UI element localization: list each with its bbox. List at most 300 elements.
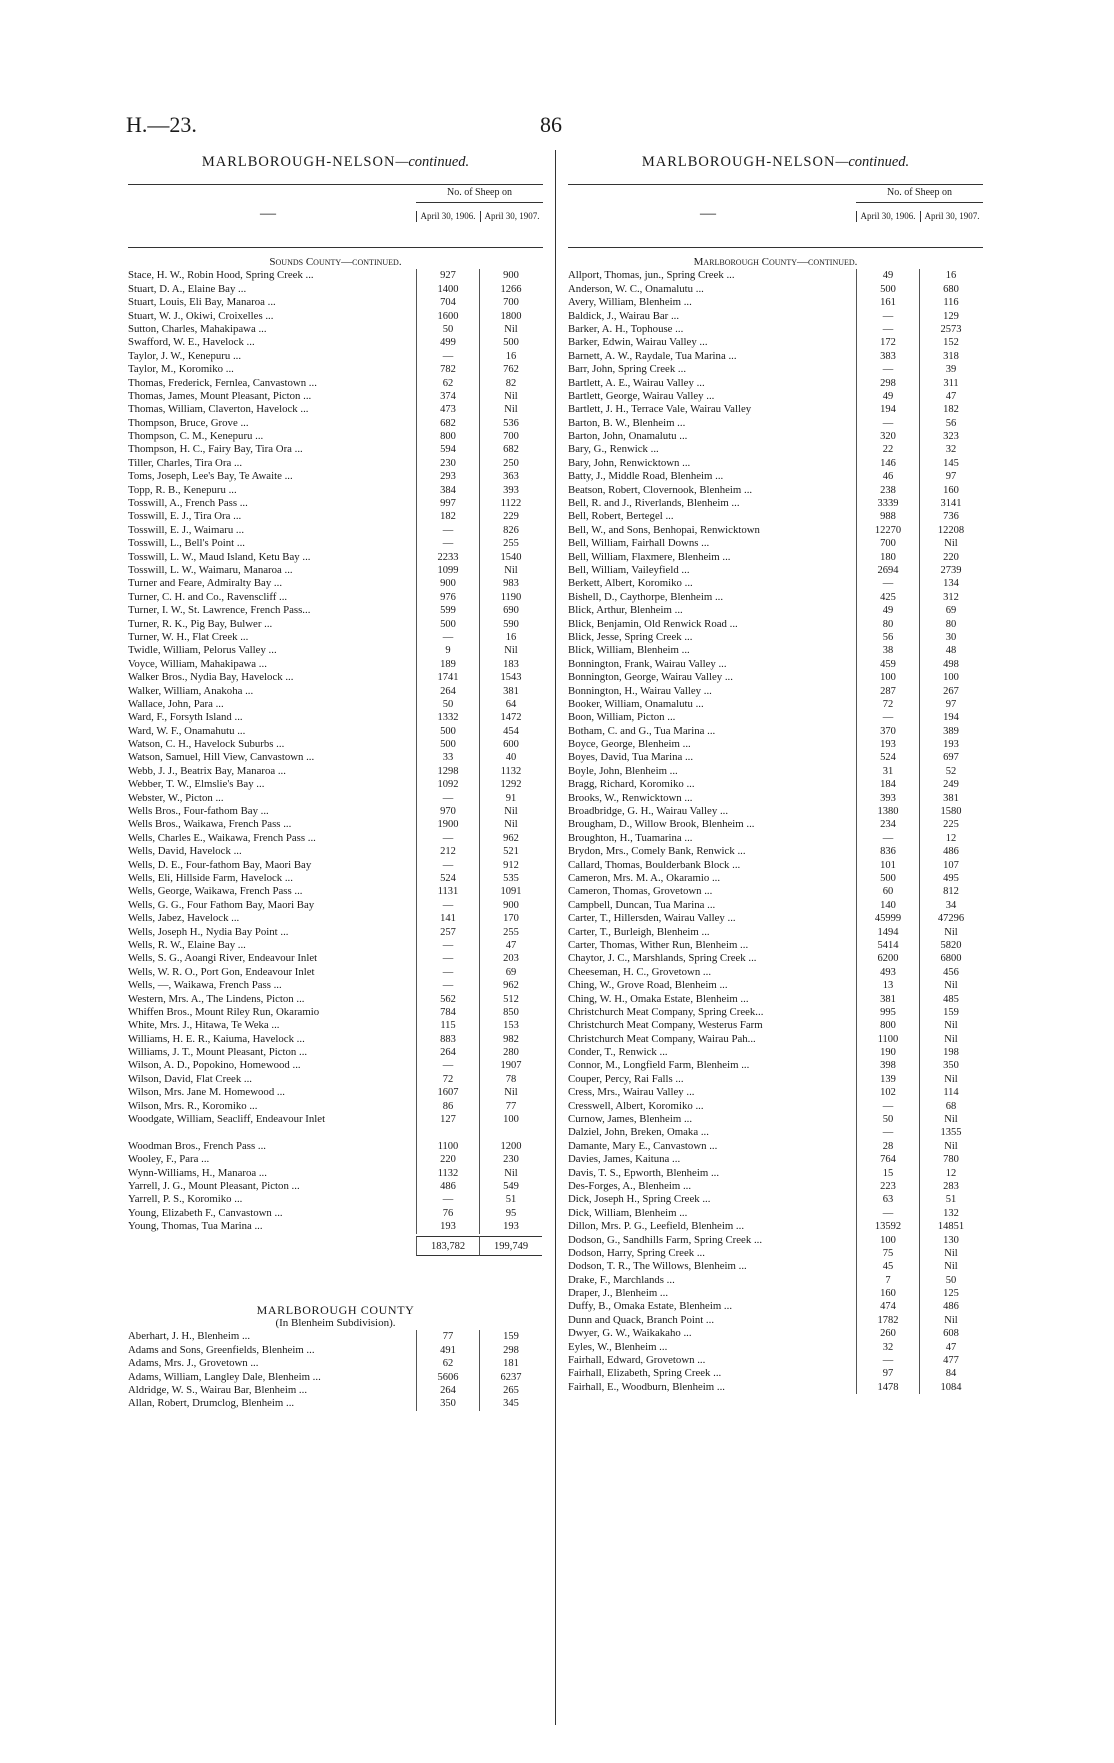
sheep-1906: — bbox=[416, 966, 479, 979]
table-row bbox=[568, 711, 983, 724]
sheep-1907: 311 bbox=[919, 377, 982, 390]
sheep-1907: 900 bbox=[479, 899, 542, 912]
sheep-1906: 180 bbox=[856, 551, 919, 564]
owner-name: Boyes, David, Tua Marina ... bbox=[568, 751, 694, 764]
sheep-1906: 45999 bbox=[856, 912, 919, 925]
sheep-1906: 77 bbox=[416, 1330, 479, 1343]
marlborough-county-list bbox=[128, 1330, 543, 1410]
sheep-1907: Nil bbox=[919, 1113, 982, 1126]
table-row bbox=[128, 751, 543, 764]
sheep-1906: 15 bbox=[856, 1167, 919, 1180]
sheep-1906: 60 bbox=[856, 885, 919, 898]
owner-name: Whiffen Bros., Mount Riley Run, Okaramio bbox=[128, 1005, 320, 1018]
owner-name: Fairhall, Elizabeth, Spring Creek ... bbox=[568, 1367, 722, 1380]
sheep-1907: 91 bbox=[479, 792, 542, 805]
owner-name: Bonnington, H., Wairau Valley ... bbox=[568, 684, 712, 697]
sheep-1907: 6237 bbox=[479, 1371, 542, 1384]
owner-name: Dick, Joseph H., Spring Creek ... bbox=[568, 1193, 711, 1206]
name-column-header: — bbox=[260, 205, 276, 222]
sheep-1906: 1400 bbox=[416, 283, 479, 296]
sheep-1907: Nil bbox=[919, 537, 982, 550]
sheep-1906: 384 bbox=[416, 484, 479, 497]
left-column-title: MARLBOROUGH-NELSON—continued. bbox=[201, 154, 470, 170]
sheep-1906: — bbox=[416, 631, 479, 644]
sheep-1907: 1084 bbox=[919, 1381, 982, 1394]
table-row bbox=[568, 671, 983, 684]
sheep-1906: 5606 bbox=[416, 1371, 479, 1384]
sheep-1906: 13592 bbox=[856, 1220, 919, 1233]
sheep-1907: Nil bbox=[479, 1167, 542, 1180]
sheep-1907: 283 bbox=[919, 1180, 982, 1193]
page-header bbox=[0, 112, 1114, 142]
owner-name: Stace, H. W., Robin Hood, Spring Creek ... bbox=[128, 269, 314, 282]
owner-name: Batty, J., Middle Road, Blenheim ... bbox=[568, 470, 724, 483]
sheep-1906: 194 bbox=[856, 403, 919, 416]
sheep-1906: 62 bbox=[416, 377, 479, 390]
owner-name: Swafford, W. E., Havelock ... bbox=[128, 336, 255, 349]
owner-name: Dalziel, John, Breken, Omaka ... bbox=[568, 1126, 709, 1139]
sheep-1907: 198 bbox=[919, 1046, 982, 1059]
sheep-1906: — bbox=[856, 1100, 919, 1113]
sheep-1907: 850 bbox=[479, 1006, 542, 1019]
sheep-1906: 594 bbox=[416, 443, 479, 456]
sheep-1907: 549 bbox=[479, 1180, 542, 1193]
table-row bbox=[568, 1274, 983, 1287]
sheep-1906: 900 bbox=[416, 577, 479, 590]
sheep-1907: 350 bbox=[919, 1059, 982, 1072]
sheep-1907: 682 bbox=[479, 443, 542, 456]
sheep-1907: 962 bbox=[479, 979, 542, 992]
owner-name: Wallace, John, Para ... bbox=[128, 697, 224, 710]
sheep-1906: 115 bbox=[416, 1019, 479, 1032]
table-row bbox=[128, 1344, 543, 1357]
sheep-1907: Nil bbox=[479, 390, 542, 403]
table-row bbox=[568, 1167, 983, 1180]
owner-name: Cress, Mrs., Wairau Valley ... bbox=[568, 1086, 695, 1099]
sheep-1906: 682 bbox=[416, 417, 479, 430]
sheep-1906: 139 bbox=[856, 1073, 919, 1086]
sheep-1907: 114 bbox=[919, 1086, 982, 1099]
owner-name: Williams, H. E. R., Kaiuma, Havelock ... bbox=[128, 1032, 305, 1045]
april-1907-header: April 30, 1907. bbox=[920, 211, 983, 222]
sheep-1907: 40 bbox=[479, 751, 542, 764]
sheep-1906: 257 bbox=[416, 926, 479, 939]
sheep-1907: 1200 bbox=[479, 1140, 542, 1153]
table-row bbox=[128, 604, 543, 617]
table-row bbox=[568, 1314, 983, 1327]
sheep-1907: 69 bbox=[479, 966, 542, 979]
table-row bbox=[128, 966, 543, 979]
sheep-1907: Nil bbox=[479, 644, 542, 657]
sheep-1906: 474 bbox=[856, 1300, 919, 1313]
owner-name: Wynn-Williams, H., Manaroa ... bbox=[128, 1166, 267, 1179]
sheep-1907: 125 bbox=[919, 1287, 982, 1300]
owner-name: Davies, James, Kaituna ... bbox=[568, 1153, 681, 1166]
table-row bbox=[128, 1073, 543, 1086]
sheep-1906: 7 bbox=[856, 1274, 919, 1287]
sheep-1906: 101 bbox=[856, 859, 919, 872]
sheep-1906: 883 bbox=[416, 1033, 479, 1046]
sheep-1907: 107 bbox=[919, 859, 982, 872]
table-row bbox=[128, 1397, 543, 1410]
marlborough-county-heading: MARLBOROUGH COUNTY bbox=[256, 1302, 415, 1317]
table-row bbox=[128, 323, 543, 336]
sheep-1907: 1122 bbox=[479, 497, 542, 510]
owner-name: Dodson, Harry, Spring Creek ... bbox=[568, 1246, 705, 1259]
owner-name: Bartlett, George, Wairau Valley ... bbox=[568, 389, 715, 402]
table-row bbox=[568, 778, 983, 791]
sheep-1906: 28 bbox=[856, 1140, 919, 1153]
table-row bbox=[568, 1260, 983, 1273]
sheep-1907: 298 bbox=[479, 1344, 542, 1357]
owner-name: Barr, John, Spring Creek ... bbox=[568, 363, 687, 376]
sheep-1906: 374 bbox=[416, 390, 479, 403]
sheep-1907: 12208 bbox=[919, 524, 982, 537]
sheep-1906: 1607 bbox=[416, 1086, 479, 1099]
sheep-1906: 1782 bbox=[856, 1314, 919, 1327]
owner-name: Watson, C. H., Havelock Suburbs ... bbox=[128, 738, 285, 751]
owner-name: Wilson, Mrs. Jane M. Homewood ... bbox=[128, 1086, 286, 1099]
sheep-1906: 212 bbox=[416, 845, 479, 858]
owner-name: Wells, R. W., Elaine Bay ... bbox=[128, 938, 246, 951]
owner-name: Wells, Jabez, Havelock ... bbox=[128, 912, 240, 925]
sheep-1906: 50 bbox=[416, 698, 479, 711]
sheep-1906: 836 bbox=[856, 845, 919, 858]
sheep-1907: Nil bbox=[919, 1314, 982, 1327]
owner-name: Broughton, H., Tuamarina ... bbox=[568, 831, 693, 844]
owner-name: Thompson, H. C., Fairy Bay, Tira Ora ... bbox=[128, 443, 303, 456]
sheep-1906: 764 bbox=[856, 1153, 919, 1166]
table-row bbox=[128, 363, 543, 376]
sheep-1907: 536 bbox=[479, 417, 542, 430]
table-row bbox=[568, 1300, 983, 1313]
table-row bbox=[128, 979, 543, 992]
sheep-1907: 220 bbox=[919, 551, 982, 564]
sheep-1906: 223 bbox=[856, 1180, 919, 1193]
sheep-1906: 50 bbox=[856, 1113, 919, 1126]
table-row bbox=[568, 1006, 983, 1019]
sheep-1906: 100 bbox=[856, 671, 919, 684]
owner-name: Beatson, Robert, Clovernook, Blenheim ... bbox=[568, 483, 753, 496]
table-row bbox=[128, 818, 543, 831]
left-column bbox=[128, 152, 543, 1722]
sheep-1907: 608 bbox=[919, 1327, 982, 1340]
left-table-header bbox=[128, 184, 543, 248]
sheep-1907: 182 bbox=[919, 403, 982, 416]
owner-name: Barker, A. H., Tophouse ... bbox=[568, 322, 684, 335]
sheep-1906: — bbox=[416, 1059, 479, 1072]
sheep-1907: 193 bbox=[479, 1220, 542, 1233]
sheep-1907: 194 bbox=[919, 711, 982, 724]
owner-name: Dunn and Quack, Branch Point ... bbox=[568, 1313, 715, 1326]
sheep-1907: 116 bbox=[919, 296, 982, 309]
owner-name: Curnow, James, Blenheim ... bbox=[568, 1113, 693, 1126]
sheep-1907: Nil bbox=[919, 1247, 982, 1260]
table-row bbox=[128, 738, 543, 751]
sheep-1906: 72 bbox=[416, 1073, 479, 1086]
table-row bbox=[568, 524, 983, 537]
owner-name: Ching, W., Grove Road, Blenheim ... bbox=[568, 979, 728, 992]
table-row bbox=[568, 417, 983, 430]
marlborough-county-continued-heading: Marlborough County—continued. bbox=[693, 256, 858, 268]
table-row bbox=[568, 966, 983, 979]
table-row bbox=[128, 1140, 543, 1153]
sheep-1906: 234 bbox=[856, 818, 919, 831]
table-row bbox=[128, 952, 543, 965]
sheep-1907: 16 bbox=[479, 631, 542, 644]
owner-name: Callard, Thomas, Boulderbank Block ... bbox=[568, 858, 741, 871]
sheep-1906: — bbox=[856, 832, 919, 845]
table-row bbox=[568, 551, 983, 564]
sheep-1906: — bbox=[856, 417, 919, 430]
owner-name: Brougham, D., Willow Brook, Blenheim ... bbox=[568, 818, 755, 831]
column-divider bbox=[555, 150, 556, 1725]
table-row bbox=[568, 939, 983, 952]
sheep-1907: Nil bbox=[479, 323, 542, 336]
owner-name: Dodson, G., Sandhills Farm, Spring Creek ... bbox=[568, 1233, 763, 1246]
table-row bbox=[568, 390, 983, 403]
sheep-1906: 260 bbox=[856, 1327, 919, 1340]
table-row bbox=[128, 1046, 543, 1059]
owner-name: Bishell, D., Caythorpe, Blenheim ... bbox=[568, 590, 724, 603]
sheep-1907: 495 bbox=[919, 872, 982, 885]
owner-name: Bonnington, George, Wairau Valley ... bbox=[568, 671, 733, 684]
sheep-1907: 229 bbox=[479, 510, 542, 523]
table-row bbox=[568, 792, 983, 805]
sheep-1907: 230 bbox=[479, 1153, 542, 1166]
owner-name: Baldick, J., Wairau Bar ... bbox=[568, 309, 680, 322]
marlborough-county-subheading: (In Blenheim Subdivision). bbox=[275, 1316, 396, 1329]
sheep-1907: 2573 bbox=[919, 323, 982, 336]
sheep-1906: — bbox=[856, 310, 919, 323]
owner-name: Fairhall, E., Woodburn, Blenheim ... bbox=[568, 1380, 725, 1393]
owner-name: Christchurch Meat Company, Westerus Farm bbox=[568, 1019, 763, 1032]
sheep-1907: 80 bbox=[919, 618, 982, 631]
table-row bbox=[568, 1354, 983, 1367]
sheep-1906: 293 bbox=[416, 470, 479, 483]
owner-name: Thomas, Frederick, Fernlea, Canvastown ... bbox=[128, 376, 317, 389]
table-row bbox=[128, 1086, 543, 1099]
owner-name: Carter, T., Burleigh, Blenheim ... bbox=[568, 925, 710, 938]
sheep-1906: 2233 bbox=[416, 551, 479, 564]
sheep-1907: 680 bbox=[919, 283, 982, 296]
table-row bbox=[128, 698, 543, 711]
sheep-1907: 265 bbox=[479, 1384, 542, 1397]
table-row bbox=[568, 604, 983, 617]
sheep-1906: 381 bbox=[856, 993, 919, 1006]
table-row bbox=[128, 417, 543, 430]
owner-name: Wells Bros., Waikawa, French Pass ... bbox=[128, 818, 292, 831]
sheep-1907: 84 bbox=[919, 1367, 982, 1380]
table-row bbox=[568, 993, 983, 1006]
owner-name: Cresswell, Albert, Koromiko ... bbox=[568, 1099, 704, 1112]
sheep-1907: 51 bbox=[479, 1193, 542, 1206]
sheep-1906: 491 bbox=[416, 1344, 479, 1357]
sheep-1906: 499 bbox=[416, 336, 479, 349]
sheep-1906: 383 bbox=[856, 350, 919, 363]
table-row bbox=[568, 577, 983, 590]
sheep-1906: 784 bbox=[416, 1006, 479, 1019]
owner-name: Wooley, F., Para ... bbox=[128, 1153, 210, 1166]
sheep-1906: 46 bbox=[856, 470, 919, 483]
page-number: 86 bbox=[540, 112, 562, 137]
table-row bbox=[568, 363, 983, 376]
owner-name: Walker Bros., Nydia Bay, Havelock ... bbox=[128, 671, 294, 684]
owner-name: Boyle, John, Blenheim ... bbox=[568, 764, 678, 777]
sheep-1906: 264 bbox=[416, 1046, 479, 1059]
owner-name: Voyce, William, Mahakipawa ... bbox=[128, 657, 267, 670]
owner-name: Walker, William, Anakoha ... bbox=[128, 684, 254, 697]
table-row bbox=[128, 457, 543, 470]
table-row bbox=[568, 1100, 983, 1113]
sheep-1906: 500 bbox=[416, 738, 479, 751]
sheep-1907: 912 bbox=[479, 859, 542, 872]
sheep-1907: 700 bbox=[479, 430, 542, 443]
sheep-1907: 697 bbox=[919, 751, 982, 764]
owner-name: Stuart, W. J., Okiwi, Croixelles ... bbox=[128, 309, 274, 322]
table-row bbox=[128, 685, 543, 698]
table-row bbox=[568, 1341, 983, 1354]
table-row bbox=[568, 1207, 983, 1220]
sheep-1907: 690 bbox=[479, 604, 542, 617]
table-row bbox=[128, 671, 543, 684]
table-row bbox=[568, 350, 983, 363]
table-row bbox=[128, 1019, 543, 1032]
sheep-1907: Nil bbox=[479, 805, 542, 818]
sheep-1906: — bbox=[416, 537, 479, 550]
owner-name: Bragg, Richard, Koromiko ... bbox=[568, 778, 695, 791]
table-row bbox=[128, 430, 543, 443]
sheep-1906: 5414 bbox=[856, 939, 919, 952]
table-row bbox=[128, 832, 543, 845]
sheep-1906: 298 bbox=[856, 377, 919, 390]
table-row bbox=[128, 283, 543, 296]
owner-name: Drake, F., Marchlands ... bbox=[568, 1273, 675, 1286]
sheep-1906: — bbox=[416, 952, 479, 965]
owner-name: Wells Bros., Four-fathom Bay ... bbox=[128, 805, 269, 818]
sheep-1907: Nil bbox=[479, 403, 542, 416]
sheep-1907: 97 bbox=[919, 470, 982, 483]
sheep-1907: 130 bbox=[919, 1234, 982, 1247]
owner-name: Couper, Percy, Rai Falls ... bbox=[568, 1072, 684, 1085]
table-row bbox=[568, 1367, 983, 1380]
sheep-1907: 100 bbox=[919, 671, 982, 684]
table-row bbox=[568, 832, 983, 845]
table-row bbox=[568, 484, 983, 497]
owner-name: Twidle, William, Pelorus Valley ... bbox=[128, 644, 277, 657]
owner-name: Wells, David, Havelock ... bbox=[128, 845, 242, 858]
sheep-1906: — bbox=[856, 1126, 919, 1139]
sheep-1907: 982 bbox=[479, 1033, 542, 1046]
sheep-1906: 398 bbox=[856, 1059, 919, 1072]
table-row bbox=[128, 926, 543, 939]
sheep-1906: 800 bbox=[856, 1019, 919, 1032]
sheep-1906: 9 bbox=[416, 644, 479, 657]
sheep-1907: 456 bbox=[919, 966, 982, 979]
sheep-1907: 762 bbox=[479, 363, 542, 376]
sheep-1907: Nil bbox=[919, 979, 982, 992]
sheep-1906: — bbox=[416, 350, 479, 363]
sheep-1906: 184 bbox=[856, 778, 919, 791]
table-row bbox=[128, 618, 543, 631]
table-row bbox=[568, 403, 983, 416]
table-row bbox=[128, 1371, 543, 1384]
table-row bbox=[568, 952, 983, 965]
sheep-1906: 599 bbox=[416, 604, 479, 617]
owner-name: Botham, C. and G., Tua Marina ... bbox=[568, 724, 716, 737]
table-row bbox=[128, 792, 543, 805]
sheep-1906: 13 bbox=[856, 979, 919, 992]
owner-name: Barton, B. W., Blenheim ... bbox=[568, 416, 686, 429]
table-row bbox=[128, 778, 543, 791]
owner-name: Allan, Robert, Drumclog, Blenheim ... bbox=[128, 1397, 295, 1410]
sheep-1906: 6200 bbox=[856, 952, 919, 965]
owner-name: Tosswill, E. J., Tira Ora ... bbox=[128, 510, 242, 523]
sheep-1906: 562 bbox=[416, 993, 479, 1006]
sheep-1907: 1292 bbox=[479, 778, 542, 791]
sheep-1906: 1132 bbox=[416, 1167, 479, 1180]
sheep-1906: — bbox=[856, 363, 919, 376]
owner-name: Brooks, W., Renwicktown ... bbox=[568, 791, 693, 804]
table-row bbox=[128, 1384, 543, 1397]
table-row bbox=[568, 296, 983, 309]
sheep-1907: 56 bbox=[919, 417, 982, 430]
sheep-1907: 1580 bbox=[919, 805, 982, 818]
table-row bbox=[128, 658, 543, 671]
sheep-1906: 1478 bbox=[856, 1381, 919, 1394]
table-row bbox=[568, 1113, 983, 1126]
table-row bbox=[128, 1207, 543, 1220]
owner-name: Blick, Jesse, Spring Creek ... bbox=[568, 630, 693, 643]
sounds-county-list bbox=[128, 269, 543, 1233]
sheep-1907: 2739 bbox=[919, 564, 982, 577]
sheep-1907: 32 bbox=[919, 443, 982, 456]
sheep-1907: 486 bbox=[919, 1300, 982, 1313]
sheep-1906: — bbox=[416, 939, 479, 952]
sheep-1906: — bbox=[856, 577, 919, 590]
sheep-1906: 80 bbox=[856, 618, 919, 631]
sheep-1906: 146 bbox=[856, 457, 919, 470]
total-1906: 183,782 bbox=[416, 1236, 479, 1256]
sheep-1907: 535 bbox=[479, 872, 542, 885]
sheep-1907: 183 bbox=[479, 658, 542, 671]
owner-name: Booker, William, Onamalutu ... bbox=[568, 697, 704, 710]
sheep-1906: 3339 bbox=[856, 497, 919, 510]
owner-name: Tosswill, L., Bell's Point ... bbox=[128, 537, 245, 550]
sheep-1906: 63 bbox=[856, 1193, 919, 1206]
sheep-1906: — bbox=[416, 832, 479, 845]
sheep-1907: 132 bbox=[919, 1207, 982, 1220]
owner-name: Young, Elizabeth F., Canvastown ... bbox=[128, 1206, 283, 1219]
owner-name: White, Mrs. J., Hitawa, Te Weka ... bbox=[128, 1019, 280, 1032]
sheep-1907: 203 bbox=[479, 952, 542, 965]
sheep-1907: 249 bbox=[919, 778, 982, 791]
sheep-1907: Nil bbox=[919, 1140, 982, 1153]
owner-name: Bary, John, Renwicktown ... bbox=[568, 456, 691, 469]
sheep-1906: 1494 bbox=[856, 926, 919, 939]
table-row bbox=[568, 1247, 983, 1260]
sheep-1906: 86 bbox=[416, 1100, 479, 1113]
owner-name: Wells, S. G., Aoangi River, Endeavour Inlet bbox=[128, 952, 318, 965]
owner-name: Chaytor, J. C., Marshlands, Spring Creek ... bbox=[568, 952, 757, 965]
sheep-1906: 12270 bbox=[856, 524, 919, 537]
owner-name: Yarrell, J. G., Mount Pleasant, Picton ... bbox=[128, 1179, 300, 1192]
table-row bbox=[568, 1234, 983, 1247]
sheep-1907: 193 bbox=[919, 738, 982, 751]
owner-name: Dwyer, G. W., Waikakaho ... bbox=[568, 1327, 692, 1340]
sheep-1906: — bbox=[416, 1193, 479, 1206]
table-row bbox=[128, 765, 543, 778]
